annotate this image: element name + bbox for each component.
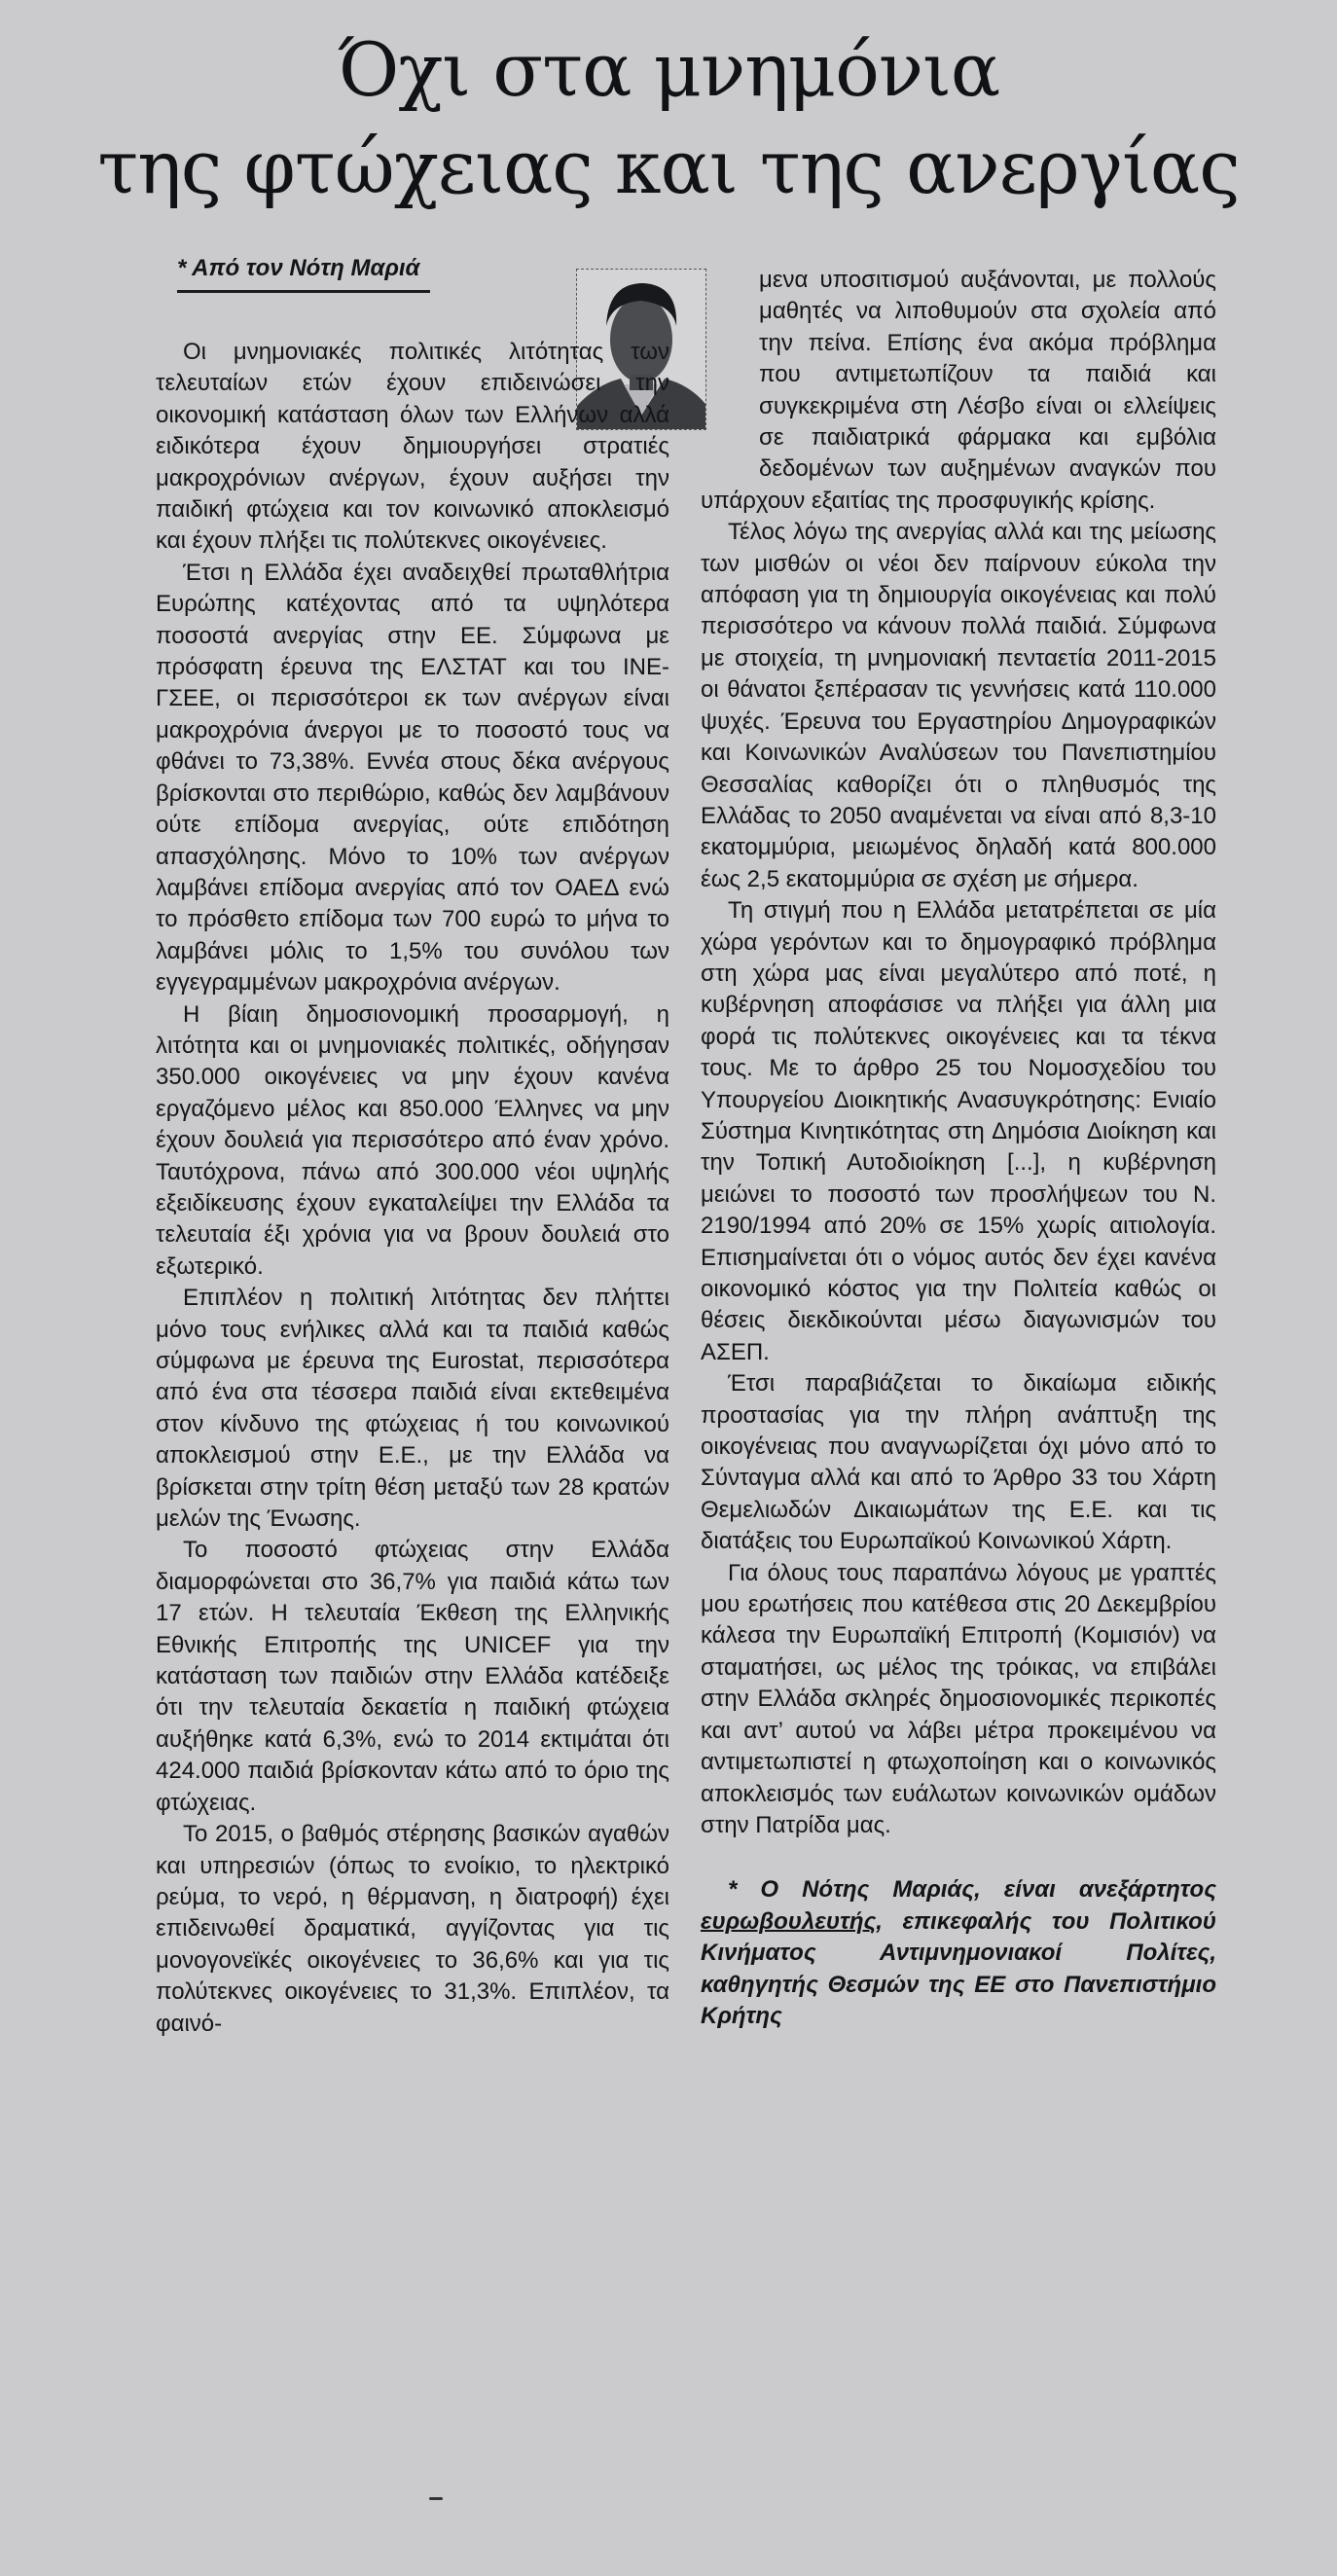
author-note-underlined: ευρωβουλευτής — [701, 1907, 877, 1935]
paragraph: Επιπλέον η πολιτική λιτότητας δεν πλήττει μόνο τους ενήλικες αλλά και τα παιδιά καθώς σύμφωνα με έρευνα της Eurostat, περισσότερα από ένα στα τέσσερα παιδιά είναι εκτεθειμένα στον κίνδυνο της φτώχειας ή του κοινωνικού αποκλεισμού στην Ε.Ε., με την Ελλάδα να βρίσκεται στην τρίτη θέση μεταξύ των 28 κρατών μελών της Ένωσης. — [156, 1285, 669, 1533]
page-mark — [429, 2497, 443, 2500]
paragraph: Η βίαιη δημοσιονομική προσαρμογή, η λιτότητα και οι μνημονιακές πολιτικές, οδήγησαν 350.000 οικογένειες να μην έχουν κανένα εργαζόμενο μέλος και 850.000 Έλληνες να μην έχουν δουλειά για περισσότερο από έναν χρόνο. Ταυτόχρονα, πάνω από 300.000 νέοι υψηλής εξειδίκευσης έχουν εγκαταλείψει την Ελλάδα τα τελευταία έξι χρόνια για να βρουν δουλειά στο εξωτερικό. — [156, 1000, 669, 1280]
headline-line-1: Όχι στα μνημόνια — [337, 26, 1000, 113]
paragraph: Έτσι παραβιάζεται το δικαίωμα ειδικής προστασίας για την πλήρη ανάπτυξη της οικογένειας που αναγνωρίζεται όχι μόνο από το Σύνταγμα αλλά και από το Άρθρο 33 του Χάρτη Θεμελιωδών Δικαιωμάτων της Ε.Ε. και τις διατάξεις του Ευρωπαϊκού Κοινωνικού Χάρτη. — [701, 1370, 1216, 1555]
paragraph: Το 2015, ο βαθμός στέρησης βασικών αγαθών και υπηρεσιών (όπως το ενοίκιο, το ηλεκτρικό ρεύμα, το νερό, η θέρμανση, η διατροφή) έχει επιδεινωθεί δραματικά, αγγίζοντας για τις μονογονεϊκές οικογένειες το 36,6% και για τις πολύτεκνες οικογένειες το 31,3%. Επιπλέον, τα φαινό- — [156, 1821, 669, 2037]
left-column — [156, 337, 669, 2040]
right-column — [701, 265, 1216, 2032]
paragraph: Τέλος λόγω της ανεργίας αλλά και της μείωσης των μισθών οι νέοι δεν παίρνουν εύκολα την απόφαση για τη δημιουργία οικογένειας και πολύ περισσότερο να κάνουν πολλά παιδιά. Σύμφωνα με στοιχεία, τη μνημονιακή πενταετία 2011-2015 οι θάνατοι ξεπέρασαν τις γεννήσεις κατά 110.000 ψυχές. Έρευνα του Εργαστηρίου Δημογραφικών και Κοινωνικών Αναλύσεων του Πανεπιστημίου Θεσσαλίας καθορίζει ότι ο πληθυσμός της Ελλάδας το 2050 αναμένεται να είναι από 8,3-10 εκατομμύρια, μειωμένος δηλαδή κατά 800.000 έως 2,5 εκατομμύρια σε σχέση με σήμερα. — [701, 519, 1216, 892]
headline-line-2: της φτώχειας και της ανεργίας — [97, 124, 1240, 210]
paragraph: Έτσι η Ελλάδα έχει αναδειχθεί πρωταθλήτρια Ευρώπης κατέχοντας από τα υψηλότερα ποσοστά ανεργίας στην ΕΕ. Σύμφωνα με πρόσφατη έρευνα της ΕΛΣΤΑΤ και του ΙΝΕ-ΓΣΕΕ, οι περισσότεροι εκ των ανέργων είναι μακροχρόνια άνεργοι με το ποσοστό τους να φθάνει το 73,38%. Εννέα στους δέκα ανέργους βρίσκονται στο περιθώριο, καθώς δεν λαμβάνουν ούτε επίδομα ανεργίας, ούτε επιδότηση απασχόλησης. Μόνο το 10% των ανέργων λαμβάνει επίδομα ανεργίας από τον ΟΑΕΔ ενώ το πρόσθετο επίδομα των 700 ευρώ το μήνα το λαμβάνει μόλις το 1,5% του συνόλου των εγγεγραμμένων μακροχρόνια ανέργων. — [156, 559, 669, 997]
article-headline — [0, 21, 1337, 216]
paragraph: μενα υποσιτισμού αυξάνονται, με πολλούς μαθητές να λιποθυμούν στα σχολεία από την πείνα. Επίσης ένα ακόμα πρόβλημα που αντιμετωπίζουν τα παιδιά και συγκεκριμένα στη Λέσβο είναι οι ελλείψεις σε παιδιατρικά φάρμακα και εμβόλια δεδομένων των αυξημένων αναγκών που υπάρχουν εξαιτίας της προσφυγικής κρίσης. — [701, 267, 1216, 514]
paragraph: Οι μνημονιακές πολιτικές λιτότητας των τελευταίων ετών έχουν επιδεινώσει την οικονομική κατάσταση όλων των Ελλήνων αλλά ειδικότερα έχουν δημιουργήσει στρατιές μακροχρόνιων ανέργων, έχουν αυξήσει την παιδική φτώχεια και τον κοινωνικό αποκλεισμό και έχουν πλήξει τις πολύτεκνες οικογένειες. — [156, 339, 669, 555]
author-bio-note — [701, 1874, 1216, 2032]
paragraph: Για όλους τους παραπάνω λόγους με γραπτές μου ερωτήσεις που κατέθεσα στις 20 Δεκεμβρίου κάλεσα την Ευρωπαϊκή Επιτροπή (Κομισιόν) να σταματήσει, ως μέλος της τρόικας, να επιβάλει στην Ελλάδα σκληρές δημοσιονομικές περικοπές και αντ’ αυτού να λάβει μέτρα προκειμένου να αντιμετωπιστεί η φτωχοποίηση και ο κοινωνικός αποκλεισμός των ευάλωτων κοινωνικών ομάδων στην Πατρίδα μας. — [701, 1559, 1216, 1838]
author-note-suffix: , επικεφαλής του Πολιτικού Κινήματος Αντιμνημονιακοί Πολίτες, καθηγητής Θεσμών της ΕΕ στο Πανεπιστήμιο Κρήτης — [701, 1907, 1216, 2029]
paragraph: Τη στιγμή που η Ελλάδα μετατρέπεται σε μία χώρα γερόντων και το δημογραφικό πρόβλημα στη χώρα μας είναι μεγαλύτερο από ποτέ, η κυβέρνηση αποφάσισε να πλήξει για άλλη μια φορά τις πολύτεκνες οικογένειες και τα τέκνα τους. Με το άρθρο 25 του Νομοσχεδίου του Υπουργείου Διοικητικής Ανασυγκρότησης: Ενιαίο Σύστημα Κινητικότητας στη Δημόσια Διοίκηση και την Τοπική Αυτοδιοίκηση [...], η κυβέρνηση μειώνει το ποσοστό των προσλήψεων του Ν. 2190/1994 από 20% σε 15% χωρίς αιτιολογία. Επισημαίνεται ότι ο νόμος αυτός δεν έχει κανένα οικονομικό κόστος για την Πολιτεία καθώς οι θέσεις διεκδικούνται μέσω διαγωνισμών του ΑΣΕΠ. — [701, 897, 1216, 1365]
byline: * Από τον Νότη Μαριά — [177, 255, 430, 293]
photo-wrap-space — [701, 265, 759, 483]
paragraph: Το ποσοστό φτώχειας στην Ελλάδα διαμορφώνεται στο 36,7% για παιδιά κάτω των 17 ετών. Η τελευταία Έκθεση της Ελληνικής Εθνικής Επιτροπής της UNICEF για την κατάσταση των παιδιών στην Ελλάδα κατέδειξε ότι την τελευταία δεκαετία η παιδική φτώχεια αυξήθηκε κατά 6,3%, ενώ το 2014 εκτιμάται ότι 424.000 παιδιά βρίσκονταν κάτω από το όριο της φτώχειας. — [156, 1537, 669, 1816]
author-note-prefix: * Ο Νότης Μαριάς, είναι ανεξάρτητος — [728, 1876, 1216, 1904]
